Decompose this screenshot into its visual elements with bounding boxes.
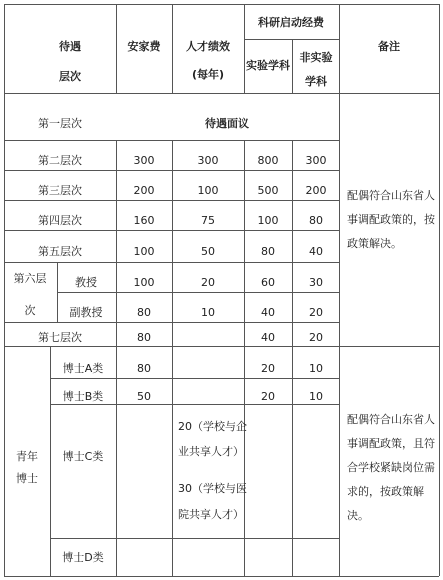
cell-value: 100 (197, 184, 219, 197)
cell-value: 40 (261, 306, 275, 319)
row-level2-label: 第二层次 (38, 154, 82, 167)
row-level7-label: 第七层次 (38, 331, 82, 344)
cell-value: 800 (257, 154, 279, 167)
cell-value: 200 (305, 184, 327, 197)
remarks-lower: 配偶符合山东省人事调配政策，且符合学校紧缺岗位需求的，按政策解决。 (347, 413, 435, 522)
cell-value: 100 (133, 276, 155, 289)
youth-doctor-label-a: 青年 (16, 450, 38, 463)
cell-value: 20 (261, 390, 275, 403)
doctor-c-label: 博士C类 (62, 450, 104, 463)
cell-value: 20 (309, 331, 323, 344)
header-nonexp-line2: 学科 (305, 75, 327, 88)
doctor-c-perf2-line1: 30（学校与医 (178, 482, 247, 495)
doctor-c-perf1-line2: 业共享人才） (178, 445, 244, 458)
header-settling-fee: 安家费 (127, 40, 161, 53)
cell-value: 50 (201, 245, 215, 258)
cell-value: 80 (137, 331, 151, 344)
doctor-c-perf1-line1: 20（学校与企 (178, 420, 247, 433)
cell-value: 10 (309, 362, 323, 375)
header-remarks: 备注 (378, 40, 400, 53)
cell-value: 80 (137, 306, 151, 319)
row-assoc-prof-label: 副教授 (69, 306, 103, 319)
row-level5-label: 第五层次 (38, 245, 82, 258)
header-treatment: 待遇 (59, 40, 81, 53)
cell-value: 100 (133, 245, 155, 258)
doctor-c-perf2-line2: 院共享人才） (178, 508, 244, 521)
row-professor-label: 教授 (75, 276, 97, 289)
cell-value: 10 (309, 390, 323, 403)
cell-value: 10 (201, 306, 215, 319)
row-level6-label-b: 次 (24, 304, 36, 317)
header-exp-subject: 实验学科 (246, 59, 290, 72)
cell-value: 300 (305, 154, 327, 167)
doctor-b-label: 博士B类 (62, 390, 104, 403)
cell-value: 80 (261, 245, 275, 258)
header-talent-performance-sub: (每年) (191, 68, 225, 81)
cell-value: 40 (309, 245, 323, 258)
cell-value: 300 (133, 154, 155, 167)
cell-value: 20 (201, 276, 215, 289)
remarks-upper: 配偶符合山东省人事调配政策的，按政策解决。 (347, 189, 435, 250)
row-level3-label: 第三层次 (38, 184, 82, 197)
row-level1-label: 第一层次 (38, 117, 82, 130)
cell-value: 80 (137, 362, 151, 375)
doctor-d-label: 博士D类 (62, 551, 104, 564)
cell-value: 100 (257, 214, 279, 227)
cell-value: 20 (261, 362, 275, 375)
header-level: 层次 (59, 70, 81, 83)
cell-value: 30 (309, 276, 323, 289)
row-level6-label-a: 第六层 (13, 272, 47, 285)
header-talent-performance: 人才绩效 (186, 40, 230, 53)
youth-doctor-label-b: 博士 (16, 472, 38, 485)
cell-value: 300 (197, 154, 219, 167)
row-level4-label: 第四层次 (38, 214, 82, 227)
cell-value: 200 (133, 184, 155, 197)
cell-value: 50 (137, 390, 151, 403)
cell-value: 75 (201, 214, 215, 227)
row-level1-merged: 待遇面议 (205, 117, 249, 130)
doctor-a-label: 博士A类 (62, 362, 104, 375)
cell-value: 160 (133, 214, 155, 227)
cell-value: 60 (261, 276, 275, 289)
header-research-fund: 科研启动经费 (258, 16, 324, 29)
cell-value: 40 (261, 331, 275, 344)
cell-value: 20 (309, 306, 323, 319)
cell-value: 500 (257, 184, 279, 197)
header-nonexp-line1: 非实验 (299, 51, 333, 64)
cell-value: 80 (309, 214, 323, 227)
